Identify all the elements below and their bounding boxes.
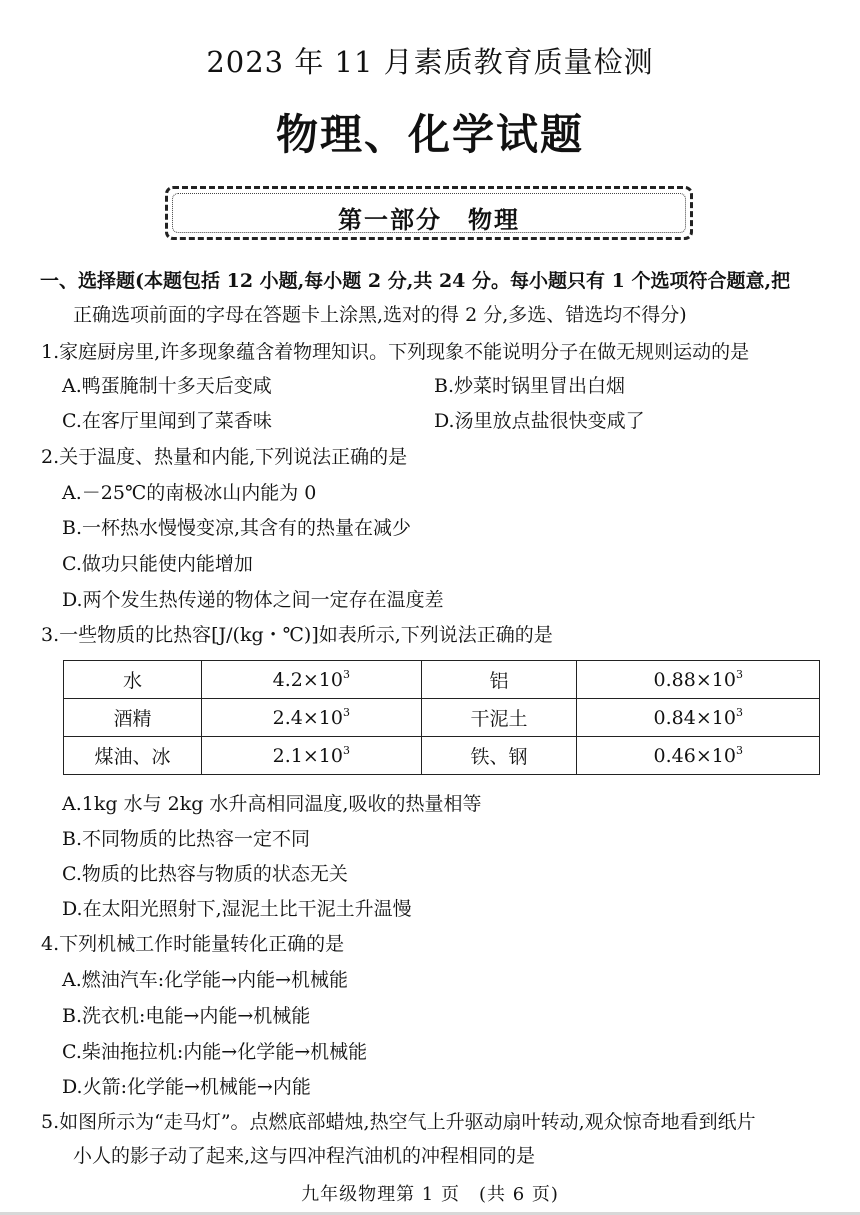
page-footer: 九年级物理第 1 页 (共 6 页) bbox=[301, 1184, 559, 1205]
question-2-option-a: A.－25℃的南极冰山内能为 0 bbox=[62, 482, 317, 504]
question-2-option-b: B.一杯热水慢慢变凉,其含有的热量在减少 bbox=[62, 517, 412, 539]
table-cell-value: $2.1\times 10^3$ bbox=[202, 737, 422, 775]
question-3-stem: 3.一些物质的比热容[J/(kg・℃)]如表所示,下列说法正确的是 bbox=[41, 624, 553, 646]
section-heading-line1: 一、选择题(本题包括 12 小题,每小题 2 分,共 24 分。每小题只有 1 个选项符合题意,把 bbox=[40, 270, 791, 292]
question-1-option-a: A.鸭蛋腌制十多天后变咸 bbox=[62, 375, 272, 397]
question-4-option-a: A.燃油汽车:化学能→内能→机械能 bbox=[62, 969, 349, 991]
question-3-option-a: A.1kg 水与 2kg 水升高相同温度,吸收的热量相等 bbox=[62, 793, 482, 815]
question-5-stem-line1: 5.如图所示为“走马灯”。点燃底部蜡烛,热空气上升驱动扇叶转动,观众惊奇地看到纸片 bbox=[41, 1111, 756, 1133]
table-cell-value: $0.88\times 10^3$ bbox=[577, 661, 820, 699]
specific-heat-table bbox=[63, 660, 820, 775]
table-cell-value: $0.84\times 10^3$ bbox=[577, 699, 820, 737]
part-heading-box bbox=[165, 186, 693, 240]
question-4-option-c: C.柴油拖拉机:内能→化学能→机械能 bbox=[62, 1041, 368, 1063]
section-heading-line2: 正确选项前面的字母在答题卡上涂黑,选对的得 2 分,多选、错选均不得分) bbox=[73, 304, 687, 326]
question-4-option-b: B.洗衣机:电能→内能→机械能 bbox=[62, 1005, 311, 1027]
question-3-option-b: B.不同物质的比热容一定不同 bbox=[62, 828, 311, 850]
question-3-option-d: D.在太阳光照射下,湿泥土比干泥土升温慢 bbox=[62, 898, 412, 920]
question-2-option-c: C.做功只能使内能增加 bbox=[62, 553, 253, 575]
question-4-stem: 4.下列机械工作时能量转化正确的是 bbox=[41, 933, 345, 955]
table-row bbox=[64, 737, 820, 775]
question-5-stem-line2: 小人的影子动了起来,这与四冲程汽油机的冲程相同的是 bbox=[73, 1145, 536, 1167]
question-2-option-d: D.两个发生热传递的物体之间一定存在温度差 bbox=[62, 589, 444, 611]
table-row bbox=[64, 661, 820, 699]
table-cell-substance: 铁、钢 bbox=[421, 737, 577, 775]
question-3-option-c: C.物质的比热容与物质的状态无关 bbox=[62, 863, 348, 885]
question-1-option-d: D.汤里放点盐很快变咸了 bbox=[434, 410, 645, 432]
table-cell-value: $0.46\times 10^3$ bbox=[577, 737, 820, 775]
exam-title: 2023 年 11 月素质教育质量检测 bbox=[206, 45, 654, 79]
table-cell-substance: 铝 bbox=[421, 661, 577, 699]
table-cell-substance: 水 bbox=[64, 661, 202, 699]
table-row bbox=[64, 699, 820, 737]
exam-subtitle: 物理、化学试题 bbox=[275, 110, 584, 159]
question-1-option-b: B.炒菜时锅里冒出白烟 bbox=[434, 375, 626, 397]
question-1-stem: 1.家庭厨房里,许多现象蕴含着物理知识。下列现象不能说明分子在做无规则运动的是 bbox=[41, 341, 750, 363]
table-cell-value: $2.4\times 10^3$ bbox=[202, 699, 422, 737]
question-2-stem: 2.关于温度、热量和内能,下列说法正确的是 bbox=[41, 446, 408, 468]
part-heading: 第一部分 物理 bbox=[338, 206, 520, 234]
question-1-option-c: C.在客厅里闻到了菜香味 bbox=[62, 410, 272, 432]
table-cell-substance: 煤油、冰 bbox=[64, 737, 202, 775]
question-4-option-d: D.火箭:化学能→机械能→内能 bbox=[62, 1076, 311, 1098]
table-cell-value: $4.2\times 10^3$ bbox=[202, 661, 422, 699]
table-cell-substance: 酒精 bbox=[64, 699, 202, 737]
table-cell-substance: 干泥土 bbox=[421, 699, 577, 737]
